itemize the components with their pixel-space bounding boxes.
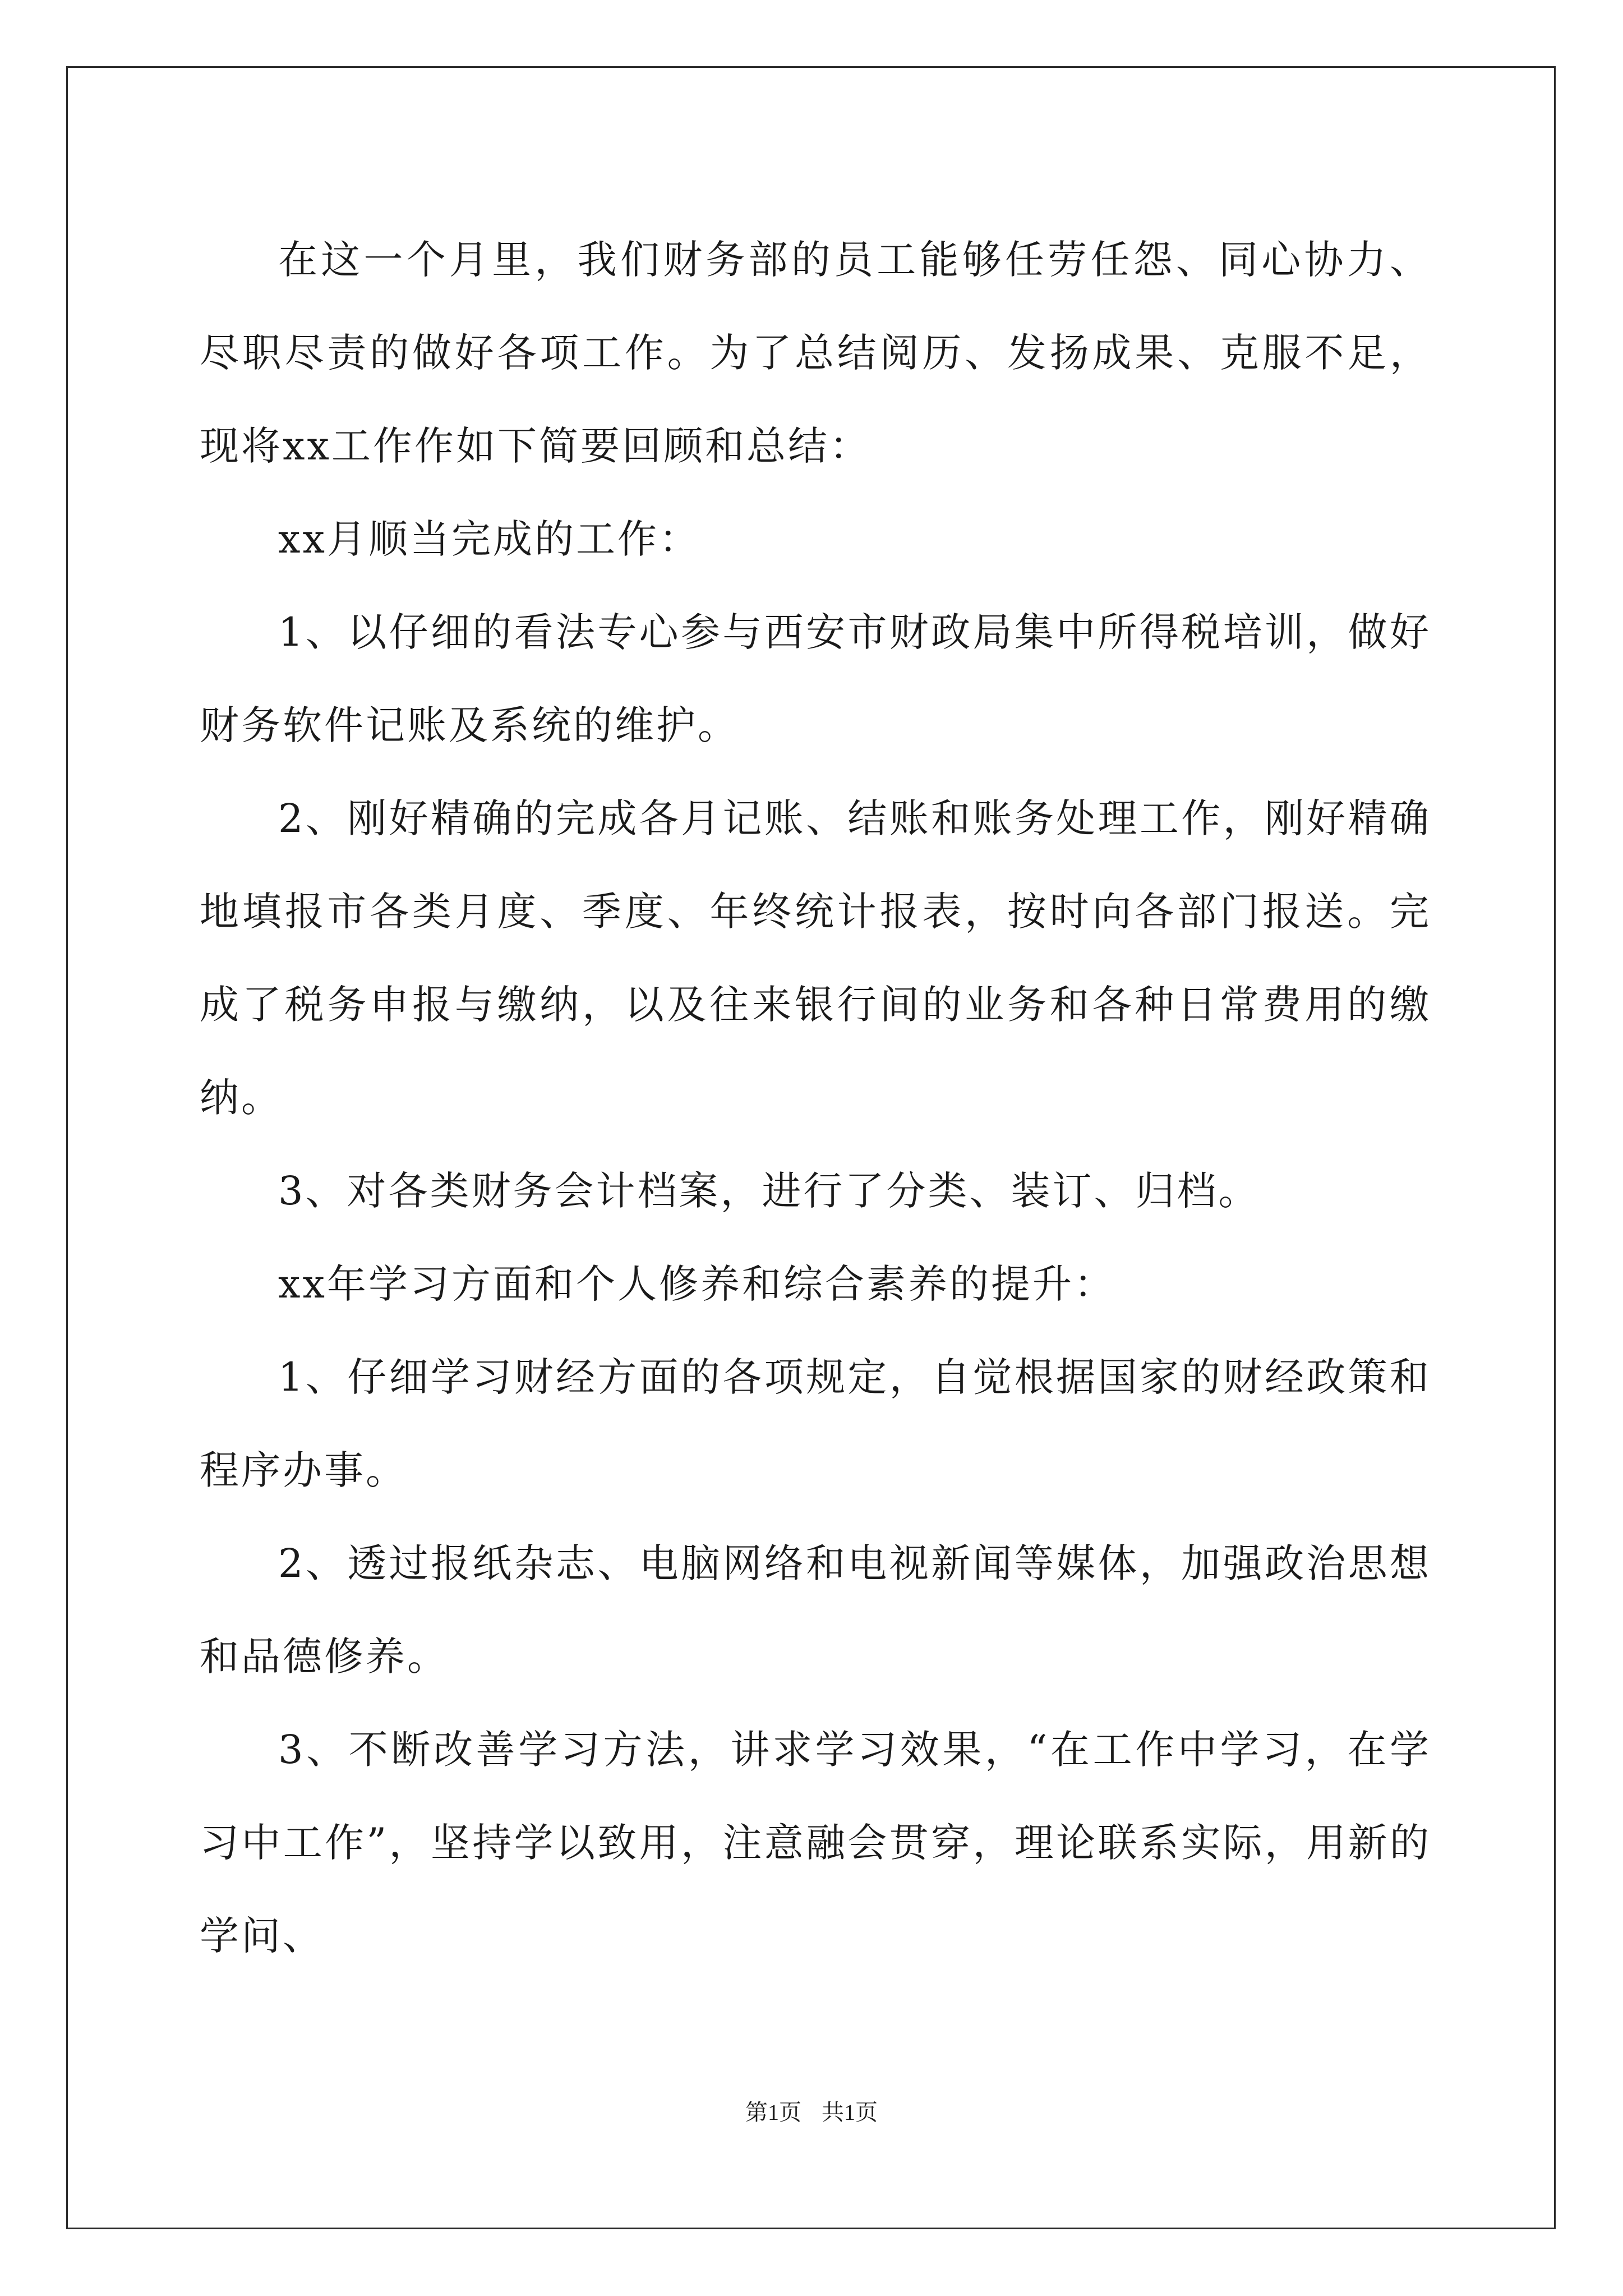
paragraph-study-3: 3、不断改善学习方法，讲求学习效果，“在工作中学习，在学习中工作”，坚持学以致用，注意融会贯穿，理论联系实际，用新的学问、 — [200, 1727, 1431, 1959]
paragraph-intro: 在这一个月里，我们财务部的员工能够任劳任怨、同心协力、尽职尽责的做好各项工作。为了总结阅历、发扬成果、克服不足，现将xx工作作如下简要回顾和总结： — [200, 237, 1431, 469]
paragraph-study-2: 2、透过报纸杂志、电脑网络和电视新闻等媒体，加强政治思想和品德修养。 — [200, 1540, 1431, 1680]
paragraph-heading-year: xx年学习方面和个人修养和综合素养的提升： — [278, 1261, 1115, 1307]
page-footer — [0, 2099, 1623, 2127]
page-number-current: 第1页 — [745, 2100, 801, 2125]
paragraph-item-1: 1、以仔细的看法专心参与西安市财政局集中所得税培训，做好财务软件记账及系统的维护。 — [200, 609, 1431, 748]
paragraph-study-1: 1、仔细学习财经方面的各项规定，自觉根据国家的财经政策和程序办事。 — [200, 1354, 1431, 1493]
document-body — [200, 213, 1431, 1982]
paragraph-item-3: 3、对各类财务会计档案，进行了分类、装订、归档。 — [278, 1168, 1260, 1214]
paragraph-item-2: 2、刚好精确的完成各月记账、结账和账务处理工作，刚好精确地填报市各类月度、季度、年终统计报表，按时向各部门报送。完成了税务申报与缴纳，以及往来银行间的业务和各种日常费用的缴纳。 — [200, 795, 1431, 1121]
paragraph-heading-month: xx月顺当完成的工作： — [278, 516, 700, 562]
page-number-total: 共1页 — [822, 2100, 878, 2125]
